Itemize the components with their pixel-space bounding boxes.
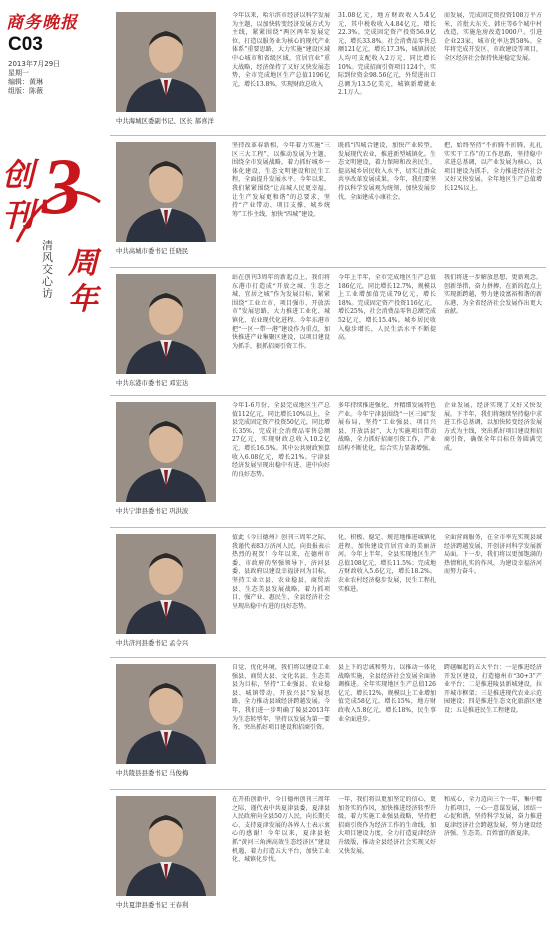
interview-section bbox=[110, 138, 546, 264]
portrait-photo bbox=[116, 402, 216, 502]
meta-layout: 组版：陈薇 bbox=[8, 87, 43, 95]
article-column-1: 今年以来，哈尔滨市经济以科学发展为主题，以加快转变经济发展方式为主线，紧紧围绕“两区两年发展定位，打造以服务业为核心的现代产业体系”重要思路，大力实施“建设区域中心城市和省级区域，宜居宜业”重大战略，经济保持了又好又快发展态势，全市完成地区生产总值1196亿元，增长13.8%，实现财政总收入 bbox=[232, 12, 330, 88]
interview-section bbox=[110, 530, 546, 656]
article-columns bbox=[232, 274, 542, 392]
portrait-icon bbox=[116, 402, 216, 502]
article-columns bbox=[232, 12, 542, 130]
article-columns bbox=[232, 402, 542, 520]
portrait-caption: 中共陵县县委书记 马俊梅 bbox=[116, 769, 189, 777]
anniversary-banner bbox=[2, 143, 107, 330]
anniv-char-chuang: 创 bbox=[2, 156, 35, 194]
portrait-icon bbox=[116, 796, 216, 896]
article-column-1: 在开拓创新中，今日德州创刊三周年之际，谨代表中共夏津县委，夏津县人民政府向全县50万人民，向长期关心、支持夏津发展的各界人士表示衷心的感谢！今年以来，夏津县抢抓“黄河三角洲高效生态经济区”建设机遇，着力打造五大平台，加快工业化、城镇化步伐。 bbox=[232, 796, 330, 864]
meta-date: 2013年7月29日 bbox=[8, 60, 61, 68]
article-column-3: 企业发展，经济实现了又好又快发展。下半年，我们将继续坚持稳中求进工作总基调，以加快转变经济发展方式为主线，突出抓好项目建设和招商引资，确保全年目标任务圆满完成。 bbox=[444, 402, 542, 452]
article-columns bbox=[232, 534, 542, 652]
portrait-caption: 中共海城区委副书记、区长 郝喜洋 bbox=[116, 117, 214, 125]
article-column-3: 我们将进一步解放思想，更新观念，创新举措，奋力拼搏，在新的起点上实现新跨越，努力建设富裕和谐的新东港，为全省经济社会发展作出更大贡献。 bbox=[444, 274, 542, 316]
article-column-1: 站在创刊3周年的新起点上，我们将东港市打造成“开放之城、生态之城、宜居之城”作为发展目标，紧紧围绕“工业立市、项目强市、开放活市”发展思路，大力推进工业化、城镇化、农业现代化进程。今年东港市把“一区一带一港”建设作为重点，加快推进产业集聚区建设，以项目建设为抓手，狠抓招商引资工作。 bbox=[232, 274, 330, 350]
portrait-icon bbox=[116, 274, 216, 374]
page-meta bbox=[8, 60, 60, 96]
section-divider bbox=[110, 135, 546, 136]
portrait-caption: 中共济河县委书记 孟令兴 bbox=[116, 639, 189, 647]
portrait-photo bbox=[116, 664, 216, 764]
anniv-subtitle: 清风交心访 bbox=[42, 239, 53, 300]
portrait-caption: 中共东港市委书记 邓宏达 bbox=[116, 379, 189, 387]
article-column-3: 全面营商服务，在全市率先实现县域经济跨越发展，开创济河科学发展新局面。下一步，我们将以更加饱满的热情和扎实的作风，为建设幸福济河而努力奋斗。 bbox=[444, 534, 542, 576]
article-column-1: 坚持改革春新相，今年着力实施“三区三大工程”，以推动发展为主题，围绕全市发展战略，着力抓好城乡一体化建设，生态文明建设和民生工程，全面提升发展水平。今年以来，我们紧紧围绕“让高城人民更幸福，让生产发展更和谐”的总要求，坚持“产业带动、项目支撑、城乡统筹”工作主线，加快“四城”建设。 bbox=[232, 142, 330, 218]
article-column-3: 而发展，完成固定资投资108万平方米，首批大东关、韩庄等6个城中村改造，实施危房改造1000户。引进企业23家，城市化率达到58%。全年将完成开发区、市政建设等项目，全区经济社会保持快速稳定发展。 bbox=[444, 12, 542, 62]
portrait-caption: 中共宁津县委书记 巩洪波 bbox=[116, 507, 189, 515]
interview-section bbox=[110, 8, 546, 134]
meta-editor: 编辑：黄琳 bbox=[8, 78, 43, 86]
meta-weekday: 星期一 bbox=[8, 69, 29, 77]
interview-section bbox=[110, 270, 546, 396]
article-column-2: 县上下的忠诚和努力，以推动一体化战略实施，全县经济社会发展全面协调推进。全年实现地区生产总值126亿元，增长12%，规模以上工业增加值完成58亿元，增长15%，地方财政收入5.8亿元，增长18%，民生事业全面进步。 bbox=[338, 664, 436, 723]
page-code: C03 bbox=[8, 34, 43, 55]
section-divider bbox=[110, 267, 546, 268]
article-column-3: 跨越崛起的五大平台：一是推进经济开发区建设，打造德州市“30+3”产业平台；二是推进陵县新城建设，拉开城市框架；三是推进现代农业示范园建设；四是推进生态文化旅游区建设；五是推进民生工程建设。 bbox=[444, 664, 542, 714]
anniv-char-nian: 年 bbox=[68, 282, 98, 317]
section-divider bbox=[110, 395, 546, 396]
interview-section bbox=[110, 398, 546, 524]
article-column-1: 自觉、优化环境，我们将以建设工业强县、商贸大县、文化名县、生态美县为目标，坚持“工业强县、农业稳县、城镇带动、开放兴县”发展思路，全力推动县域经济跨越发展。今年，我们进一步明确了陵县2013年为生态转型年，坚持以发展为第一要务，突出抓好项目建设和招商引资。 bbox=[232, 664, 330, 732]
article-column-1: 今年1-6月份，全县完成地区生产总值112亿元，同比增长10%以上，全县完成固定资产投资50亿元，同比增长35%，完成社会消费品零售总额27亿元，实现财政总收入10.2亿元，增长16.5%。其中公共财政预算收入6.08亿元，增长21%。宁津县经济发展呈现出稳中有进、进中向好的良好态势。 bbox=[232, 402, 330, 478]
anniv-char-zhou: 周 bbox=[68, 246, 98, 281]
article-columns bbox=[232, 664, 542, 782]
interview-section bbox=[110, 792, 546, 918]
article-column-2: 一年，我们将以更加坚定的信心，更加务实的作风，加快推进经济转型升级，着力实施工业强县战略，坚持把招商引资作为经济工作的生命线，加大项目建设力度，全力打造夏津经济升级版，推动全县经济社会实现又好又快发展。 bbox=[338, 796, 436, 855]
section-divider bbox=[110, 789, 546, 790]
portrait-icon bbox=[116, 142, 216, 242]
newspaper-logo: 商务晚报 bbox=[6, 13, 78, 33]
portrait-photo bbox=[116, 534, 216, 634]
article-columns bbox=[232, 796, 542, 914]
article-column-2: 多年持续推进强化，并精细发展特色产业。今年宁津县围绕“一区三园”发展布局，坚持“工业强县、项目兴县、开放活县”，大力实施项目带动战略，全力抓好招商引资工作，产业结构不断优化，综合实力显著增强。 bbox=[338, 402, 436, 452]
portrait-caption: 中共夏津县委书记 王春利 bbox=[116, 901, 189, 909]
anniv-number: 3 bbox=[42, 143, 82, 231]
portrait-photo bbox=[116, 142, 216, 242]
article-columns bbox=[232, 142, 542, 260]
article-column-2: 今年上半年，全市完成地区生产总值186亿元，同比增长12.7%，规模以上工业增加值完成79亿元，增长18%。完成固定资产投资116亿元，增长25%，社会消费品零售总额完成52亿元，增长15.4%。城乡居民收入稳步增长，人民生活水平不断提高。 bbox=[338, 274, 436, 342]
article-column-2: 既抓“四城合建设，加快产业转型，发展现代农业，推进新型城镇化。生态文明建设，着力保障和改善民生，提高城乡居民收入水平，切实让群众共享改革发展成果。今年，我们要坚持以科学发展观为统领，加快发展步伐，全面建成小康社会。 bbox=[338, 142, 436, 201]
anniv-char-kan: 刊 bbox=[2, 196, 35, 234]
portrait-photo bbox=[116, 274, 216, 374]
article-column-2: 化，积极、稳定、规范地推进城镇化进程，加快建设宜居宜业的美丽济河。今年上半年，全县实现地区生产总值108亿元，增长11.5%；完成地方财政收入5.6亿元，增长18.2%。农业农村经济稳步发展，民生工程扎实推进。 bbox=[338, 534, 436, 593]
article-column-3: 和成心，全力迈向三个一年，集中精力抓项目，一心一意谋发展，团结一心促和谐，坚持科学发展，奋力推进夏津经济社会跨越发展，努力建设经济强、生态美、百姓富的新夏津。 bbox=[444, 796, 542, 838]
interview-section bbox=[110, 660, 546, 786]
portrait-photo bbox=[116, 796, 216, 896]
article-column-1: 值此《今日德州》创刊三周年之际，我谨代表83万济河人民，向贵报表示热烈的祝贺！今年以来，在德州市委、市政府的坚强领导下，济河县委、县政府以建设幸福济河为目标，坚持工业立县、农业稳县、商贸活县、生态美县发展战略，着力抓项目、强产业、惠民生，全县经济社会呈现出稳中有进的良好态势。 bbox=[232, 534, 330, 610]
section-divider bbox=[110, 657, 546, 658]
portrait-caption: 中共高城市委书记 任晓民 bbox=[116, 247, 189, 255]
portrait-icon bbox=[116, 12, 216, 112]
article-column-2: 31.08亿元，地方财政收入5.4亿元，其中税收收入4.84亿元，增长22.3%。完成固定资产投资56.9亿元，增长33.8%。社会消费品零售总额121亿元，增长17.3%，城镇居民人均可支配收入2万元，同比增长10%。完成招商引资项目124个，实际到位资金98.56亿元，外贸进出口总额为13.5亿美元，城镇新增就业2.1万人。 bbox=[338, 12, 436, 97]
portrait-icon bbox=[116, 664, 216, 764]
portrait-photo bbox=[116, 12, 216, 112]
article-column-3: 把，始终坚持“不折腾不折腾，扎扎实实干工作”的工作思路，坚持稳中求进总基调，以产业发展为核心，以项目建设为抓手，全力推进经济社会又好又快发展。全年地区生产总值增长12%以上。 bbox=[444, 142, 542, 192]
portrait-icon bbox=[116, 534, 216, 634]
section-divider bbox=[110, 527, 546, 528]
